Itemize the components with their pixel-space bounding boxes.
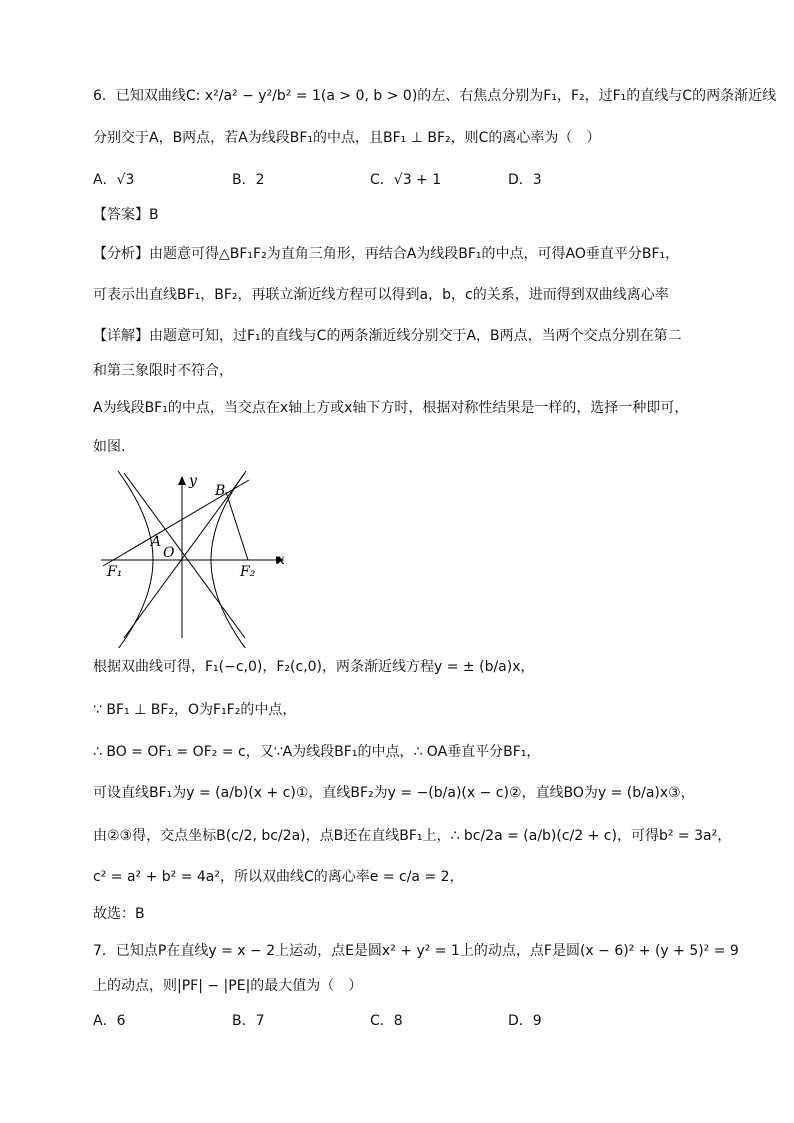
solution-line-2: ∵ BF₁ ⊥ BF₂，O为F₁F₂的中点，	[93, 702, 297, 718]
question-7-line-2: 上的动点，则|PF| − |PE|的最大值为（ ）	[93, 978, 363, 994]
option-a: A．6	[93, 1013, 126, 1029]
analysis-line-2: 可表示出直线BF₁，BF₂，再联立渐近线方程可以得到a，b，c的关系，进而得到双曲线离心率	[93, 287, 669, 303]
label-f1: F₁	[107, 564, 123, 580]
detail-line-4: 如图.	[93, 439, 126, 455]
option-c: C．8	[370, 1013, 403, 1029]
question-6-line-2: 分别交于A，B两点，若A为线段BF₁的中点，且BF₁ ⊥ BF₂，则C的离心率为（ ）	[93, 130, 601, 146]
label-y: y	[189, 473, 197, 489]
option-c: C．√3 + 1	[370, 172, 442, 188]
label-f2: F₂	[240, 564, 256, 580]
question-7-line-1: 7．已知点P在直线y = x − 2上运动，点E是圆x² + y² = 1上的动点，点F是圆(x − 6)² + (y + 5)² = 9	[93, 943, 739, 959]
line-f1-b	[103, 480, 249, 566]
option-d: D．3	[508, 172, 542, 188]
solution-line-1: 根据双曲线可得，F₁(−c,0)，F₂(c,0)，两条渐近线方程y = ± (b/a)x，	[93, 659, 535, 675]
label-a: A	[151, 534, 162, 550]
solution-line-7: 故选：B	[93, 906, 145, 922]
solution-line-6: c² = a² + b² = 4a²，所以双曲线C的离心率e = c/a = 2，	[93, 869, 464, 885]
y-axis-arrow	[178, 476, 186, 485]
option-b: B．2	[232, 172, 265, 188]
detail-line-2: 和第三象限时不符合，	[93, 363, 233, 379]
solution-line-3: ∴ BO = OF₁ = OF₂ = c，又∵A为线段BF₁的中点，∴ OA垂直平分BF₁，	[93, 744, 541, 760]
option-b: B．7	[232, 1013, 265, 1029]
detail-line-3: A为线段BF₁的中点，当交点在x轴上方或x轴下方时，根据对称性结果是一样的，选择一种即可，	[93, 400, 689, 416]
option-d: D．9	[508, 1013, 542, 1029]
label-b: B	[215, 483, 226, 499]
option-a: A．√3	[93, 172, 135, 188]
detail-line-1: 【详解】由题意可知，过F₁的直线与C的两条渐近线分别交于A，B两点，当两个交点分别在第二	[93, 328, 682, 344]
hyperbola-figure	[93, 463, 303, 648]
answer-line: 【答案】B	[93, 207, 159, 223]
question-6-line-1: 6．已知双曲线C: x²/a² − y²/b² = 1(a > 0, b > 0)的左、右焦点分别为F₁，F₂，过F₁的直线与C的两条渐近线	[93, 88, 777, 104]
solution-line-5: 由②③得，交点坐标B(c/2, bc/2a)，点B还在直线BF₁上，∴ bc/2a = (a/b)(c/2 + c)，可得b² = 3a²，	[93, 828, 732, 844]
solution-line-4: 可设直线BF₁为y = (a/b)(x + c)①，直线BF₂为y = −(b/a)(x − c)②，直线BO为y = (b/a)x③，	[93, 785, 695, 801]
label-x: x	[277, 552, 285, 568]
analysis-line-1: 【分析】由题意可得△BF₁F₂为直角三角形，再结合A为线段BF₁的中点，可得AO垂直平分BF₁，	[93, 246, 680, 262]
label-o: O	[163, 545, 175, 561]
line-b-f2	[226, 492, 248, 560]
